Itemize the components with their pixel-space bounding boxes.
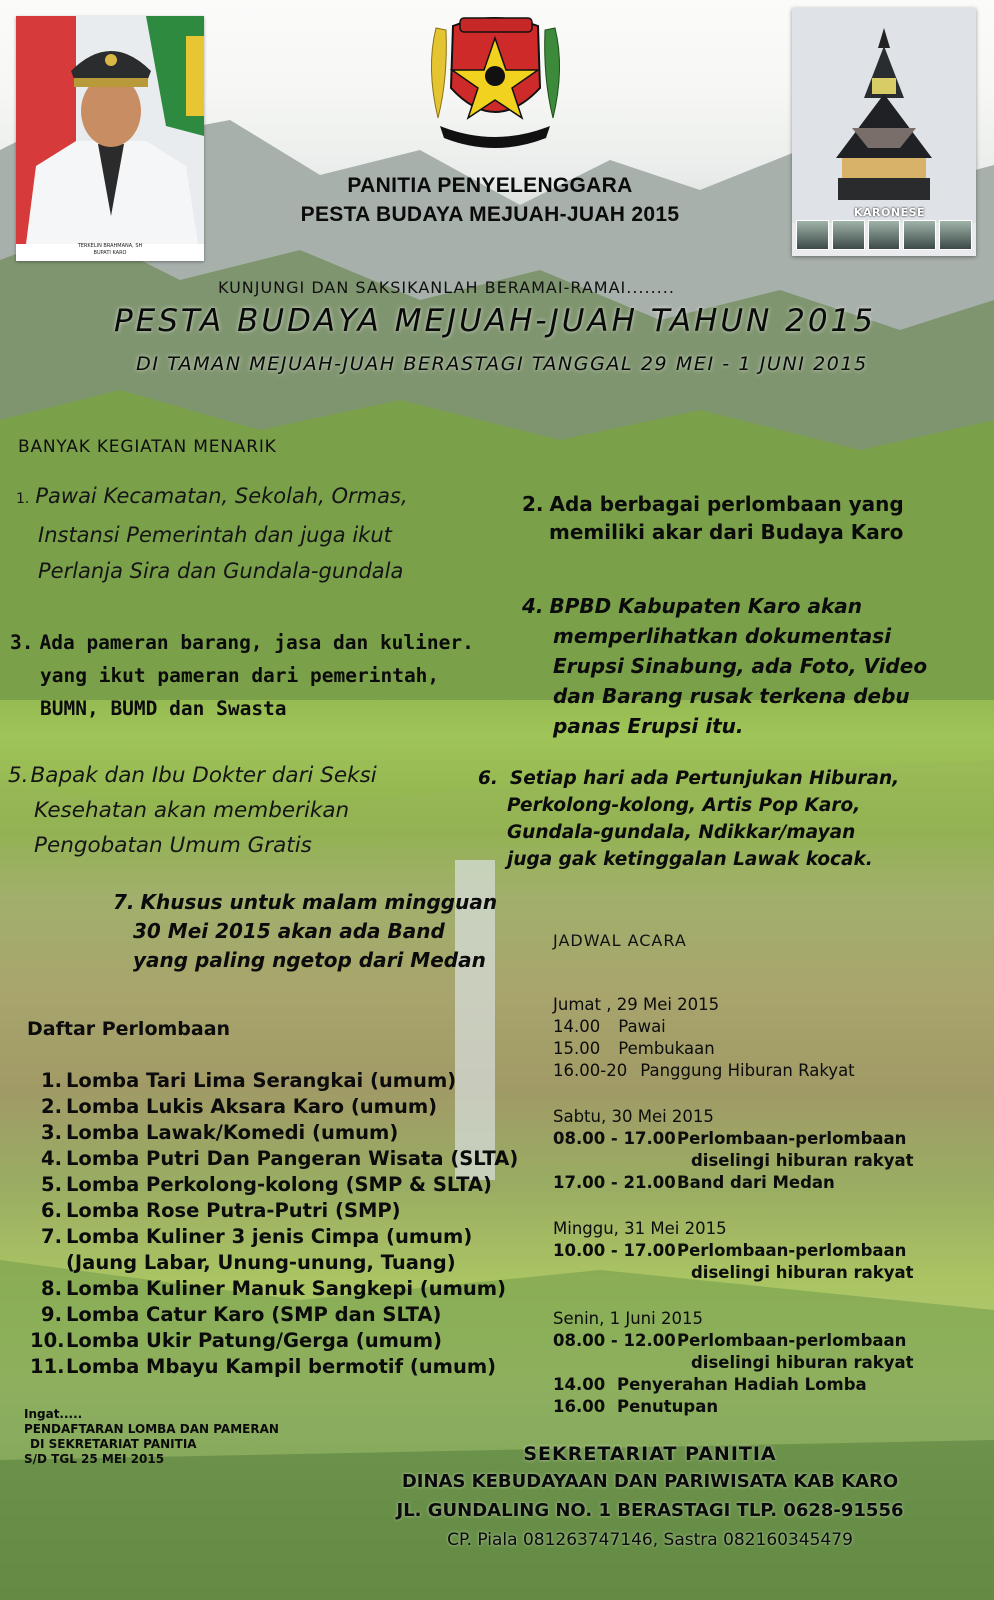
schedule-event: Panggung Hiburan Rakyat — [640, 1061, 855, 1080]
activity-line: Erupsi Sinabung, ada Foto, Video — [553, 654, 928, 678]
competition-number: 6. — [41, 1199, 62, 1222]
activity-line: Perlanja Sira dan Gundala-gundala — [38, 559, 404, 583]
activity-line: Khusus untuk malam mingguan — [140, 890, 498, 914]
invitation-line: KUNJUNGI DAN SAKSIKANLAH BERAMAI-RAMAI........ — [218, 278, 675, 297]
schedule-date: Jumat , 29 Mei 2015 — [553, 995, 720, 1014]
schedule-time: 08.00 - 17.00 — [553, 1129, 676, 1148]
activity-line: juga gak ketinggalan Lawak kocak. — [507, 849, 873, 870]
secretariat-title: SEKRETARIAT PANITIA — [523, 1443, 777, 1465]
competition-item — [30, 1120, 518, 1146]
schedule-event: Perlombaan-perlombaan — [677, 1129, 907, 1148]
schedule-event-continued: diselingi hiburan rakyat — [691, 1263, 914, 1282]
competition-list-title: Daftar Perlombaan — [27, 1018, 231, 1040]
activity-line: memiliki akar dari Budaya Karo — [549, 520, 904, 544]
schedule-row — [553, 1060, 855, 1082]
activity-line: BPBD Kabupaten Karo akan — [549, 594, 863, 618]
competition-text: Lomba Kuliner Manuk Sangkepi (umum) — [66, 1277, 507, 1300]
schedule-row — [553, 1396, 914, 1418]
schedule-date: Senin, 1 Juni 2015 — [553, 1309, 703, 1328]
activity-line: Kesehatan akan memberikan — [34, 798, 350, 823]
competition-text: Lomba Lukis Aksara Karo (umum) — [66, 1095, 438, 1118]
schedule-row — [553, 1128, 914, 1150]
competition-item — [30, 1328, 518, 1354]
schedule-time: 15.00 — [553, 1039, 601, 1058]
activity-1 — [16, 478, 408, 589]
schedule-event: Pembukaan — [618, 1039, 715, 1058]
karo-regency-logo — [418, 8, 573, 153]
schedule-row — [553, 1038, 855, 1060]
competition-number: 10. — [30, 1329, 65, 1352]
schedule-event-continued: diselingi hiburan rakyat — [691, 1353, 914, 1372]
schedule-date: Sabtu, 30 Mei 2015 — [553, 1107, 714, 1126]
schedule-event: Band dari Medan — [677, 1173, 835, 1192]
schedule-row — [553, 1016, 855, 1038]
competition-item — [30, 1146, 518, 1172]
schedule-time: 16.00-20 — [553, 1061, 628, 1080]
secretariat-office: DINAS KEBUDAYAAN DAN PARIWISATA KAB KARO — [401, 1471, 899, 1492]
schedule-time: 14.00 — [553, 1375, 606, 1394]
schedule-event: Perlombaan-perlombaan — [677, 1331, 907, 1350]
activity-line: Ada berbagai perlombaan yang — [549, 492, 904, 516]
competition-item — [30, 1198, 518, 1224]
activity-line: dan Barang rusak terkena debu — [553, 684, 910, 708]
activities-heading: BANYAK KEGIATAN MENARIK — [18, 437, 277, 457]
regent-portrait — [16, 16, 204, 261]
activity-line: memperlihatkan dokumentasi — [553, 624, 892, 648]
activity-line: Setiap hari ada Pertunjukan Hiburan, — [509, 768, 900, 789]
competition-text: Lomba Catur Karo (SMP dan SLTA) — [66, 1303, 442, 1326]
schedule-row — [553, 1172, 914, 1194]
activity-number: 7. — [113, 890, 135, 914]
schedule-row — [553, 1240, 914, 1262]
portrait-caption-role: BUPATI KARO — [93, 250, 127, 256]
competition-text: Lomba Rose Putra-Putri (SMP) — [66, 1199, 401, 1222]
competition-item-detail — [30, 1250, 518, 1276]
activity-line: 30 Mei 2015 akan ada Band — [133, 919, 445, 943]
competition-text: Lomba Putri Dan Pangeran Wisata (SLTA) — [66, 1147, 519, 1170]
competition-number: 9. — [41, 1303, 62, 1326]
karo-traditional-house-photo — [792, 8, 976, 256]
reminder-line: PENDAFTARAN LOMBA DAN PAMERAN — [24, 1422, 279, 1436]
activity-line: Ada pameran barang, jasa dan kuliner. — [39, 631, 474, 654]
thumbnail — [903, 220, 936, 250]
activity-number: 4. — [522, 594, 544, 618]
tower-thumbnail-strip — [796, 220, 972, 250]
activity-line: panas Erupsi itu. — [553, 714, 744, 738]
activity-line: Gundala-gundala, Ndikkar/mayan — [507, 822, 856, 843]
reminder-line: Ingat..... — [24, 1407, 83, 1421]
activity-line: Perkolong-kolong, Artis Pop Karo, — [507, 795, 861, 816]
competition-item — [30, 1354, 518, 1380]
thumbnail — [868, 220, 901, 250]
schedule-time: 14.00 — [553, 1017, 601, 1036]
reminder-line: DI SEKRETARIAT PANITIA — [30, 1437, 197, 1451]
festival-title: PESTA BUDAYA MEJUAH-JUAH TAHUN 2015 — [113, 303, 877, 339]
schedule-event-continued: diselingi hiburan rakyat — [691, 1151, 914, 1170]
schedule-day-4 — [553, 1308, 914, 1418]
organizer-heading: PANITIA PENYELENGGARA — [347, 174, 633, 197]
competition-text: Lomba Ukir Patung/Gerga (umum) — [66, 1329, 443, 1352]
competition-text: (Jaung Labar, Unung-unung, Tuang) — [66, 1251, 456, 1274]
competition-item — [30, 1172, 518, 1198]
schedule-date: Minggu, 31 Mei 2015 — [553, 1219, 727, 1238]
tower-image — [792, 8, 976, 223]
thumbnail — [832, 220, 865, 250]
reminder-line: S/D TGL 25 MEI 2015 — [24, 1452, 165, 1466]
competition-list — [30, 1068, 518, 1380]
schedule-event: Pawai — [618, 1017, 666, 1036]
competition-item — [30, 1224, 518, 1250]
activity-line: BUMN, BUMD dan Swasta — [40, 697, 287, 720]
activity-number: 3. — [10, 631, 34, 654]
portrait-image — [16, 16, 204, 244]
activity-3 — [10, 626, 474, 725]
activity-line: Pengobatan Umum Gratis — [34, 833, 312, 858]
schedule-event: Perlombaan-perlombaan — [677, 1241, 907, 1260]
competition-item — [30, 1068, 518, 1094]
activity-line: Instansi Pemerintah dan juga ikut — [38, 523, 392, 547]
competition-text: Lomba Tari Lima Serangkai (umum) — [66, 1069, 457, 1092]
activity-number: 1. — [16, 491, 30, 507]
schedule-time: 08.00 - 12.00 — [553, 1331, 676, 1350]
competition-item — [30, 1302, 518, 1328]
competition-text: Lomba Kuliner 3 jenis Cimpa (umum) — [66, 1225, 473, 1248]
competition-text: Lomba Mbayu Kampil bermotif (umum) — [66, 1355, 497, 1378]
festival-venue-date: DI TAMAN MEJUAH-JUAH BERASTAGI TANGGAL 29 MEI - 1 JUNI 2015 — [136, 353, 868, 375]
schedule-time: 10.00 - 17.00 — [553, 1241, 676, 1260]
thumbnail — [796, 220, 829, 250]
activity-line: yang ikut pameran dari pemerintah, — [40, 664, 440, 687]
activity-number: 2. — [522, 492, 544, 516]
activity-6 — [478, 765, 899, 873]
competition-text: Lomba Lawak/Komedi (umum) — [66, 1121, 399, 1144]
schedule-event: Penyerahan Hadiah Lomba — [617, 1375, 867, 1394]
competition-text: Lomba Perkolong-kolong (SMP & SLTA) — [66, 1173, 492, 1196]
activity-line: Bapak dan Ibu Dokter dari Seksi — [30, 763, 377, 788]
competition-number: 5. — [41, 1173, 62, 1196]
competition-number: 2. — [41, 1095, 62, 1118]
activity-4 — [522, 591, 927, 741]
schedule-time: 16.00 — [553, 1397, 606, 1416]
competition-item — [30, 1094, 518, 1120]
activity-line: yang paling ngetop dari Medan — [133, 948, 486, 972]
competition-number: 8. — [41, 1277, 62, 1300]
activity-line: Pawai Kecamatan, Sekolah, Ormas, — [35, 484, 408, 508]
festival-heading: PESTA BUDAYA MEJUAH-JUAH 2015 — [300, 203, 680, 226]
competition-number: 7. — [41, 1225, 62, 1248]
schedule-row — [553, 1374, 914, 1396]
activity-7 — [113, 888, 497, 975]
schedule-time: 17.00 - 21.00 — [553, 1173, 676, 1192]
thumbnail — [939, 220, 972, 250]
schedule-row — [553, 1330, 914, 1352]
activity-5 — [8, 758, 377, 863]
schedule-day-1 — [553, 994, 855, 1082]
competition-number: 11. — [30, 1355, 65, 1378]
activity-number: 5. — [8, 763, 29, 788]
portrait-caption — [16, 243, 204, 257]
secretariat-address: JL. GUNDALING NO. 1 BERASTAGI TLP. 0628-91556 — [396, 1500, 904, 1521]
schedule-event: Penutupan — [617, 1397, 719, 1416]
competition-number: 3. — [41, 1121, 62, 1144]
schedule-title: JADWAL ACARA — [553, 931, 687, 950]
activity-number: 6. — [478, 768, 498, 789]
schedule-day-2 — [553, 1106, 914, 1194]
competition-number: 1. — [41, 1069, 62, 1092]
registration-reminder — [24, 1407, 279, 1467]
secretariat-contacts: CP. Piala 081263747146, Sastra 082160345479 — [447, 1530, 853, 1550]
competition-number: 4. — [41, 1147, 62, 1170]
tower-brand-text: KARONESE — [854, 206, 926, 219]
competition-item — [30, 1276, 518, 1302]
portrait-caption-name: TERKELIN BRAHMANA, SH — [77, 243, 143, 249]
schedule-day-3 — [553, 1218, 914, 1284]
activity-2 — [522, 490, 904, 546]
crest-icon — [418, 8, 573, 153]
